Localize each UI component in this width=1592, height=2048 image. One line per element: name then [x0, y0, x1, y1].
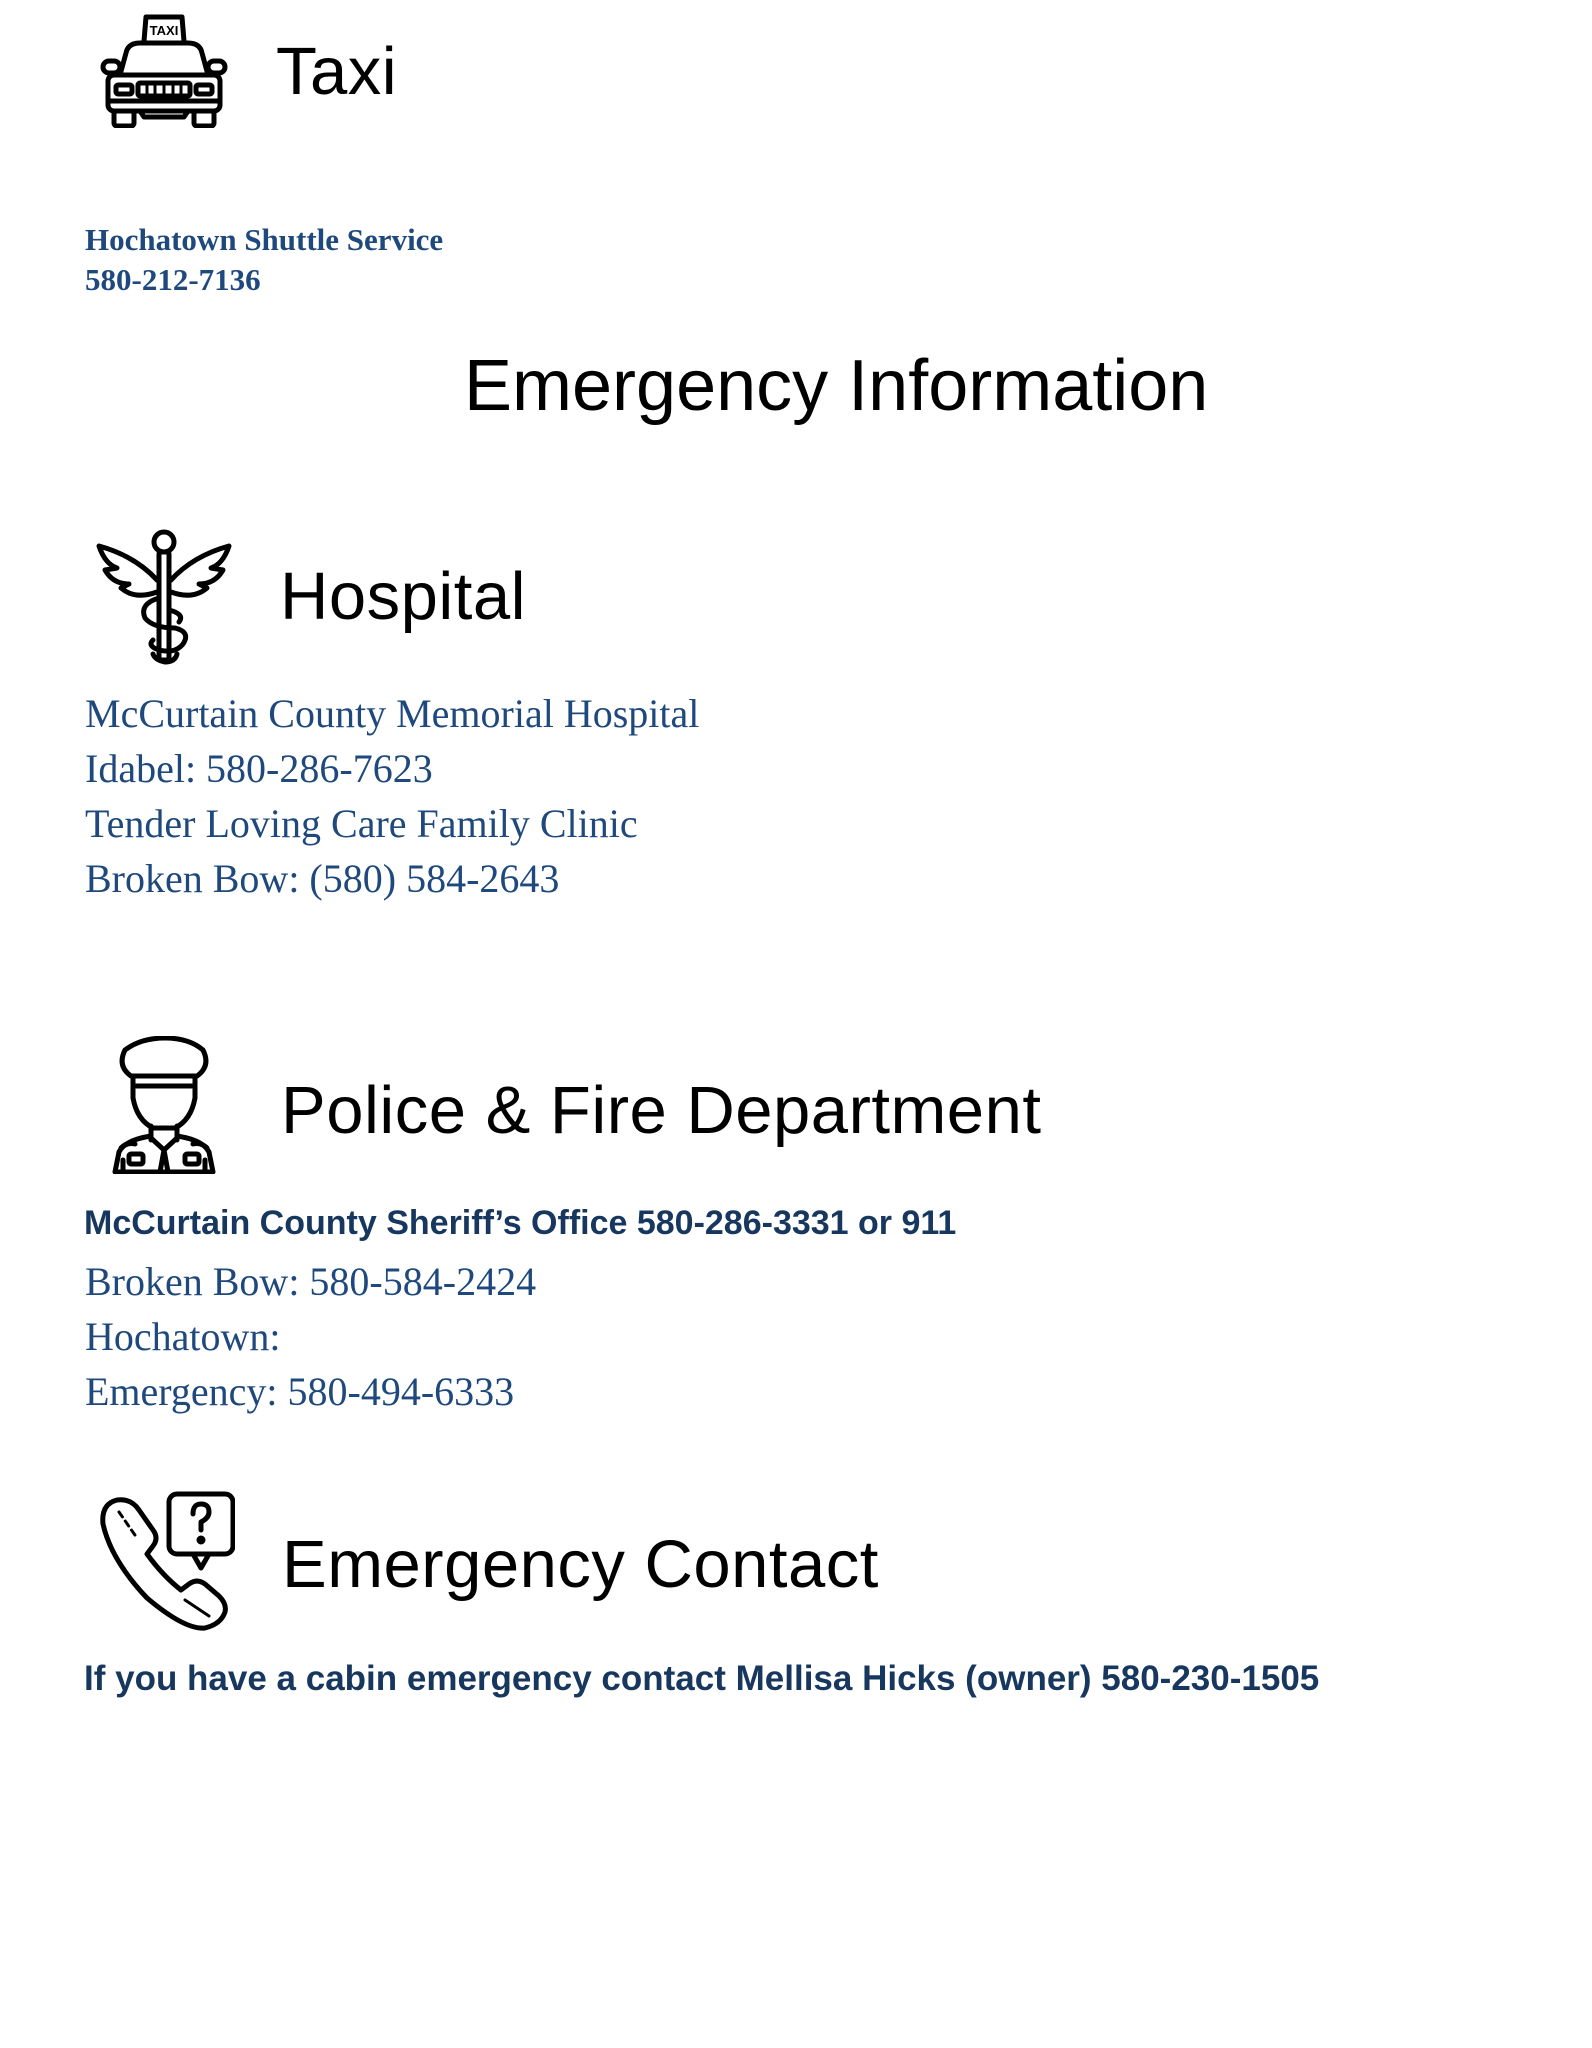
- police-list: [85, 1254, 536, 1419]
- police-officer-icon: [111, 1036, 218, 1174]
- hospital-heading: Hospital: [280, 559, 527, 634]
- hospital-line-name: McCurtain County Memorial Hospital: [85, 691, 700, 736]
- shuttle-service-name: Hochatown Shuttle Service: [85, 222, 444, 257]
- svg-text:TAXI: TAXI: [149, 23, 179, 38]
- emergency-contact-heading: Emergency Contact: [282, 1527, 879, 1602]
- shuttle-contact: [85, 220, 443, 300]
- caduceus-icon: [95, 528, 233, 666]
- police-fire-heading: Police & Fire Department: [281, 1073, 1042, 1148]
- page-title: Emergency Information: [464, 346, 1209, 426]
- hochatown-emergency-line: Emergency: 580-494-6333: [85, 1369, 515, 1414]
- broken-bow-police-line: Broken Bow: 580-584-2424: [85, 1259, 537, 1304]
- clinic-line-phone: Broken Bow: (580) 584-2643: [85, 856, 560, 901]
- taxi-heading: Taxi: [276, 34, 398, 109]
- clinic-line-name: Tender Loving Care Family Clinic: [85, 801, 638, 846]
- cabin-emergency-contact-line: If you have a cabin emergency contact Mellisa Hicks (owner) 580-230-1505: [84, 1659, 1320, 1698]
- hospital-list: [85, 686, 699, 906]
- phone-question-icon: [97, 1490, 235, 1632]
- taxi-icon: [96, 13, 232, 128]
- hochatown-label-line: Hochatown:: [85, 1314, 281, 1359]
- hospital-line-phone: Idabel: 580-286-7623: [85, 746, 433, 791]
- sheriff-office-line: McCurtain County Sheriff’s Office 580-286-3331 or 911: [84, 1204, 957, 1242]
- shuttle-service-phone: 580-212-7136: [85, 262, 261, 297]
